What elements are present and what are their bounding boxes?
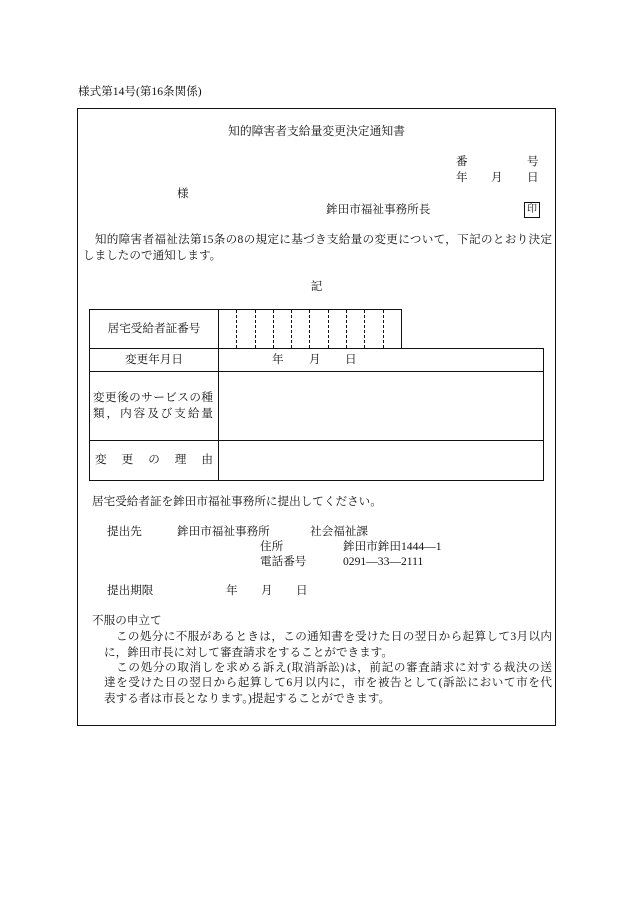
change-date-day-unit: 日 [345, 353, 357, 366]
destination-section: 社会福祉課 [310, 525, 368, 538]
number-label-ban: 番 [456, 155, 468, 168]
intro-line-1: 知的障害者福祉法第15条の8の規定に基づき支給量の変更について，下記のとおり決定 [83, 233, 552, 246]
certificate-number-digit-cell [237, 310, 255, 348]
service-label-line-1: 変更後のサービスの種 [93, 391, 213, 404]
reason-value-cell [218, 440, 544, 481]
recipient-honorific: 様 [177, 187, 189, 200]
phone-label: 電話番号 [260, 555, 307, 568]
certificate-number-label-cell [89, 309, 219, 349]
appeal-paragraph-1-line-1: この処分に不服があるときは，この通知書を受けた日の翌日から起算して3月以内 [104, 630, 552, 643]
service-label-cell [89, 371, 219, 441]
form-number: 様式第14号(第16条関係) [78, 85, 202, 98]
certificate-number-digit-cell [274, 310, 292, 348]
deadline-label: 提出期限 [107, 584, 154, 597]
deadline-year-unit: 年 [226, 584, 238, 597]
change-date-label-cell [89, 348, 219, 372]
service-label-line-2: 類，内容及び支給量 [93, 407, 213, 420]
intro-line-2: しましたので通知します。 [83, 249, 222, 262]
submit-instruction: 居宅受給者証を鉾田市福祉事務所に提出してください。 [92, 495, 382, 508]
change-date-value-cell [218, 348, 544, 372]
record-heading: 記 [310, 280, 323, 293]
certificate-number-digit-cell [292, 310, 310, 348]
certificate-number-cells [218, 309, 402, 349]
appeal-paragraph-2-line-2: 達を受けた日の翌日から起算して6月以内に，市を被告として(訴訟において市を代 [104, 676, 552, 689]
address-label: 住所 [260, 540, 284, 553]
address-value: 鉾田市鉾田1444―1 [343, 540, 442, 553]
change-date-label: 変更年月日 [125, 353, 183, 366]
certificate-number-digit-cell [365, 310, 383, 348]
issuer-name: 鉾田市福祉事務所長 [326, 203, 431, 216]
certificate-number-digit-cell [347, 310, 365, 348]
deadline-month-unit: 月 [261, 584, 273, 597]
certificate-number-digit-cell [219, 310, 237, 348]
document-title: 知的障害者支給量変更決定通知書 [228, 124, 405, 138]
certificate-number-label: 居宅受給者証番号 [107, 322, 201, 335]
deadline-day-unit: 日 [296, 584, 308, 597]
certificate-number-digit-cell [384, 310, 401, 348]
service-value-cell [218, 371, 544, 441]
certificate-number-digit-cell [310, 310, 328, 348]
certificate-number-digit-cell [329, 310, 347, 348]
phone-value: 0291―33―2111 [343, 555, 424, 568]
certificate-number-digit-cell [256, 310, 274, 348]
appeal-paragraph-2-line-3: 表する者は市長となります。)提起することができます。 [104, 692, 391, 705]
reason-label: 変 更 の 理 由 [95, 453, 213, 466]
date-label-day: 日 [527, 171, 539, 184]
seal-mark: 印 [527, 204, 537, 215]
number-label-go: 号 [527, 155, 539, 168]
appeal-paragraph-1-line-2: に，鉾田市長に対して審査請求をすることができます。 [104, 646, 393, 659]
change-date-month-unit: 月 [309, 353, 321, 366]
destination-office: 鉾田市福祉事務所 [177, 525, 270, 538]
date-label-year: 年 [456, 171, 468, 184]
appeal-paragraph-2-line-1: この処分の取消しを求める訴え(取消訴訟)は，前記の審査請求に対する裁決の送 [104, 661, 552, 674]
destination-label: 提出先 [107, 525, 142, 538]
seal-box [524, 202, 540, 218]
change-date-year-unit: 年 [272, 353, 284, 366]
date-label-month: 月 [491, 171, 503, 184]
appeal-heading: 不服の申立て [92, 614, 162, 627]
